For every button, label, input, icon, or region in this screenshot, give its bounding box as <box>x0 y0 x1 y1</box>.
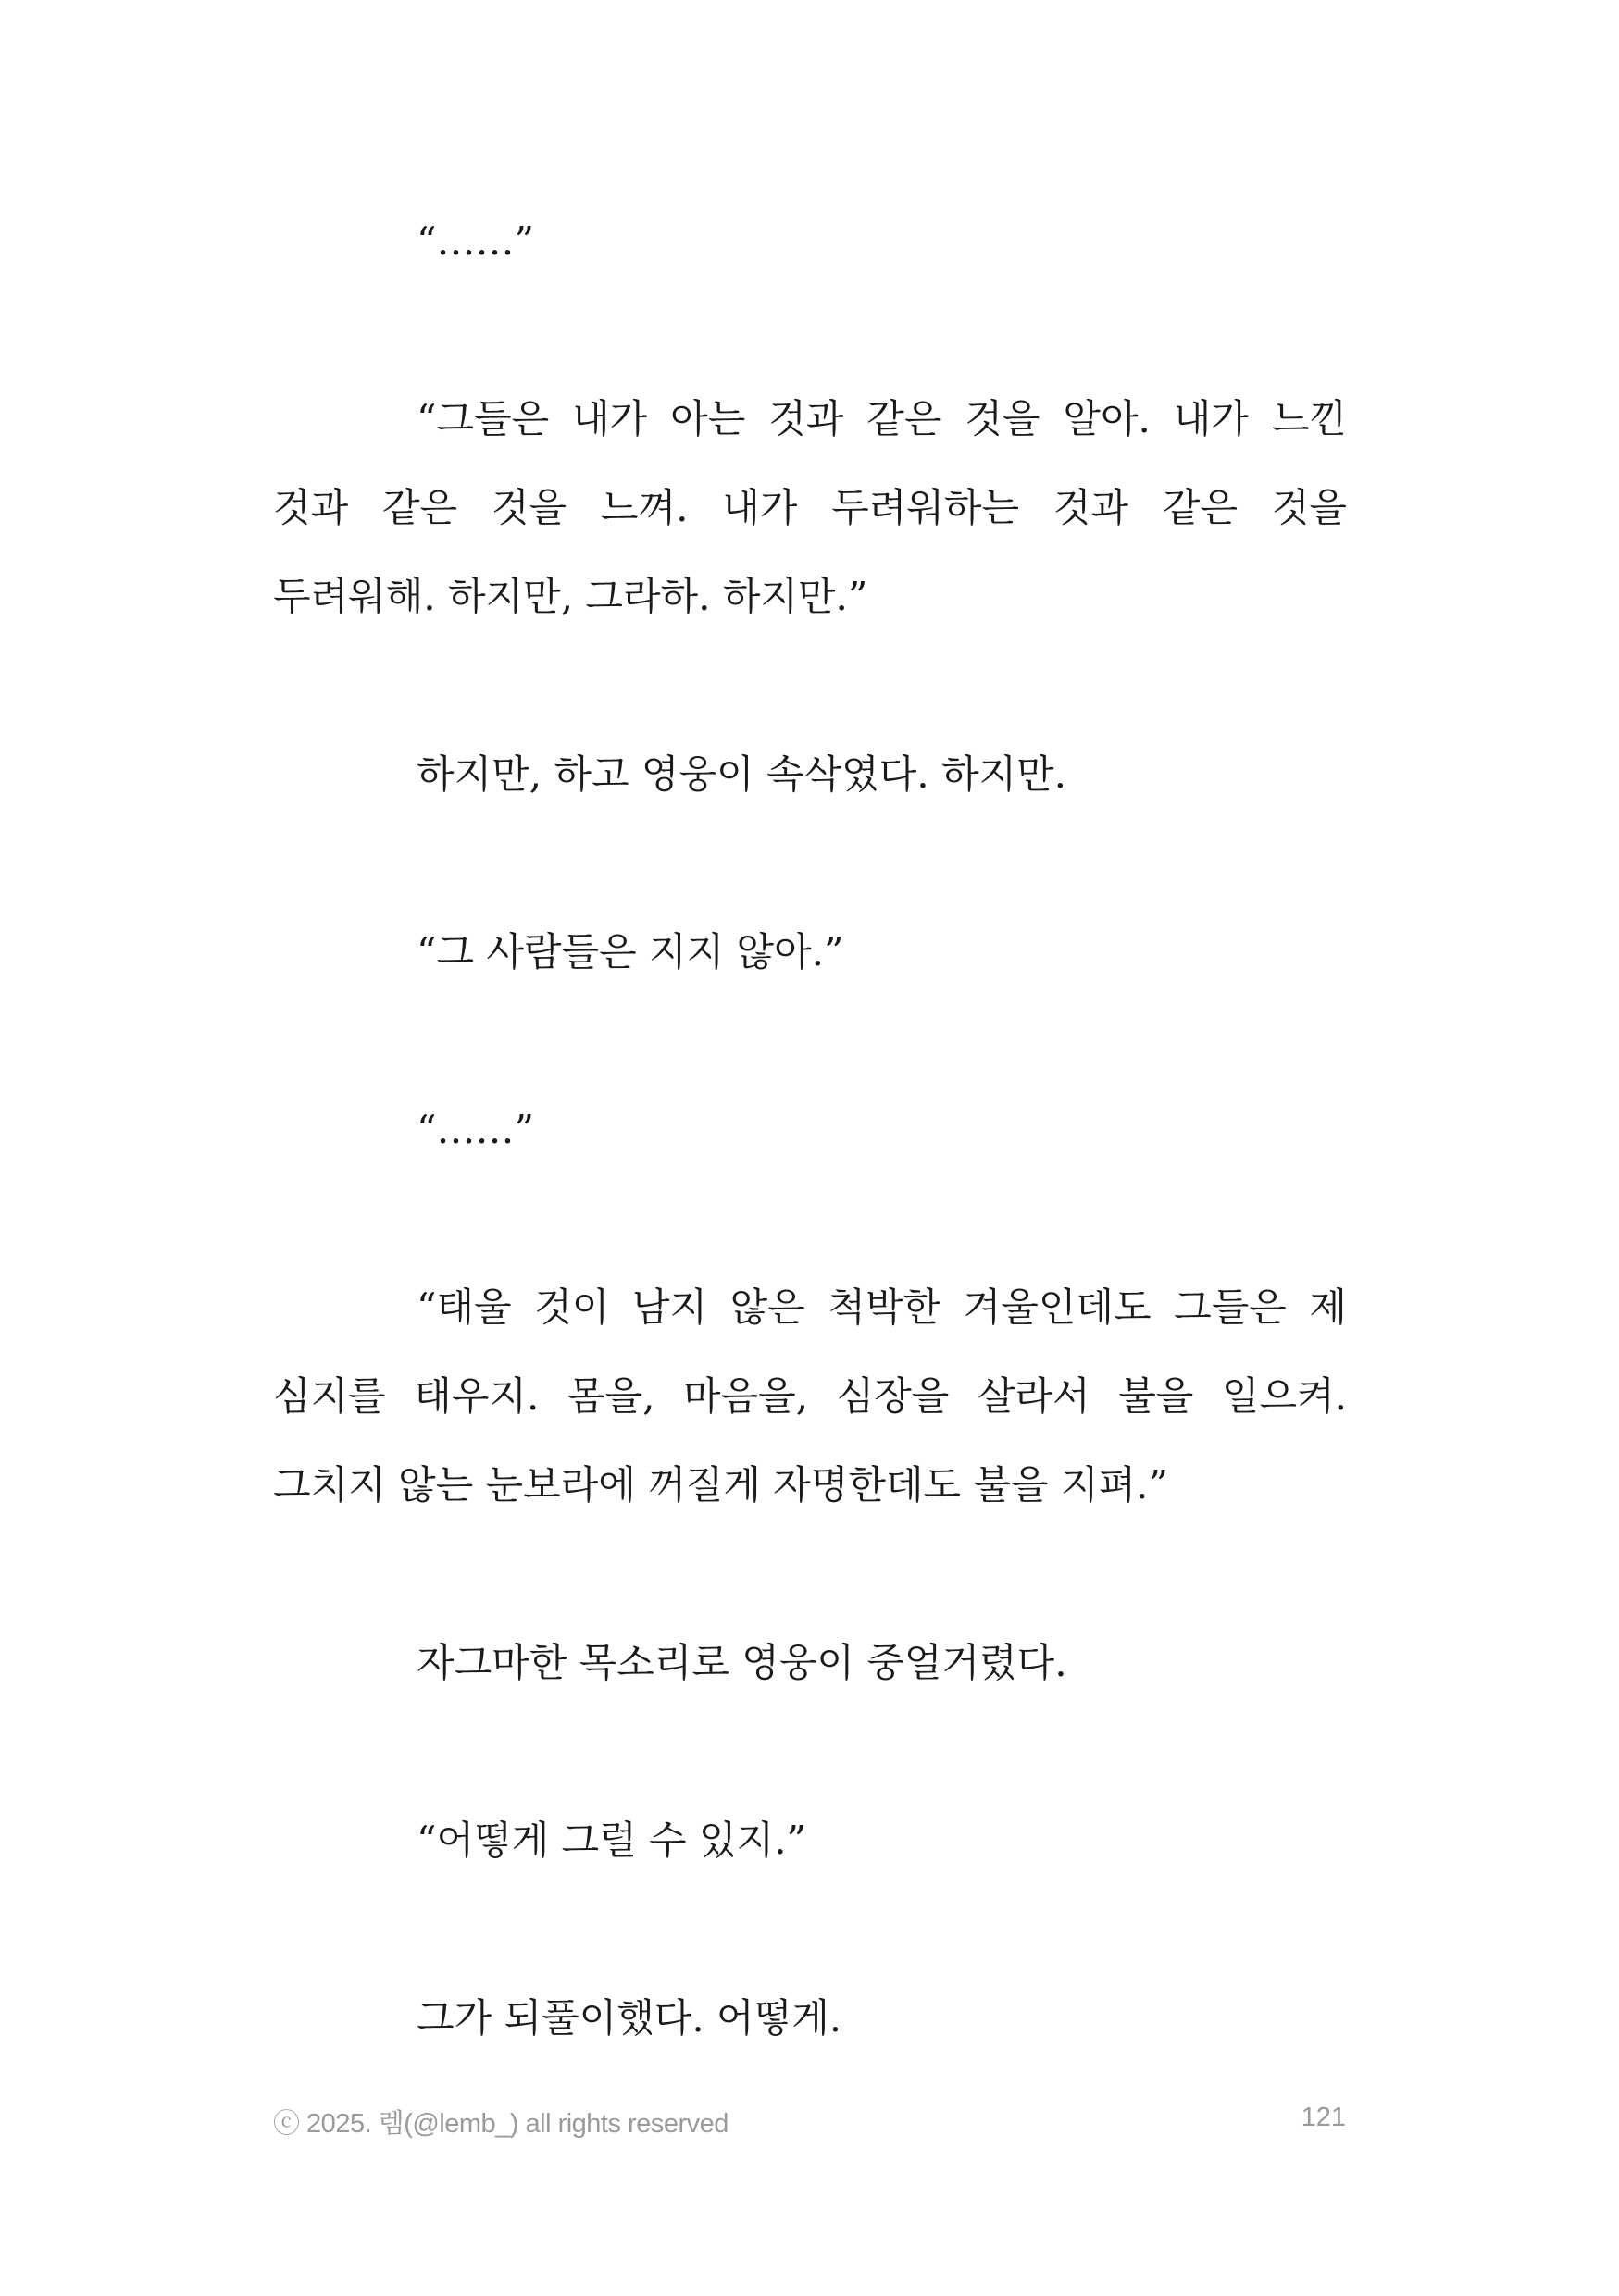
paragraph-gap <box>273 1530 1347 1619</box>
paragraph-gap <box>273 1707 1347 1796</box>
body-text <box>273 197 1347 2063</box>
paragraph-6: “태울 것이 남지 않은 척박한 겨울인데도 그들은 제 심지를 태우지. 몸을, 마음을, 심장을 살라서 불을 일으켜. 그치지 않는 눈보라에 꺼질게 자명한데도 불을 지펴.” <box>273 1285 1347 1508</box>
paragraph-2: “그들은 내가 아는 것과 같은 것을 알아. 내가 느낀 것과 같은 것을 느껴. 내가 두려워하는 것과 같은 것을 두려워해. 하지만, 그라하. 하지만.” <box>273 396 1347 619</box>
paragraph-gap <box>273 997 1347 1086</box>
paragraph-3: 하지만, 하고 영웅이 속삭였다. 하지만. <box>417 751 1067 797</box>
paragraph-4: “그 사람들은 지지 않아.” <box>417 929 844 974</box>
paragraph-gap <box>273 286 1347 375</box>
paragraph-gap <box>273 819 1347 908</box>
paragraph-gap <box>273 641 1347 730</box>
page-number: 121 <box>1301 2103 1346 2132</box>
paragraph-1: “……” <box>417 218 534 264</box>
copyright-notice: ⓒ 2025. 렘(@lemb_) all rights reserved <box>273 2109 729 2139</box>
paragraph-gap <box>273 1885 1347 1974</box>
paragraph-7: 자그마한 목소리로 영웅이 중얼거렸다. <box>417 1640 1067 1685</box>
paragraph-5: “……” <box>417 1107 534 1152</box>
paragraph-9: 그가 되풀이했다. 어떻게. <box>417 1995 842 2041</box>
paragraph-gap <box>273 1174 1347 1263</box>
paragraph-8: “어떻게 그럴 수 있지.” <box>417 1818 806 1863</box>
